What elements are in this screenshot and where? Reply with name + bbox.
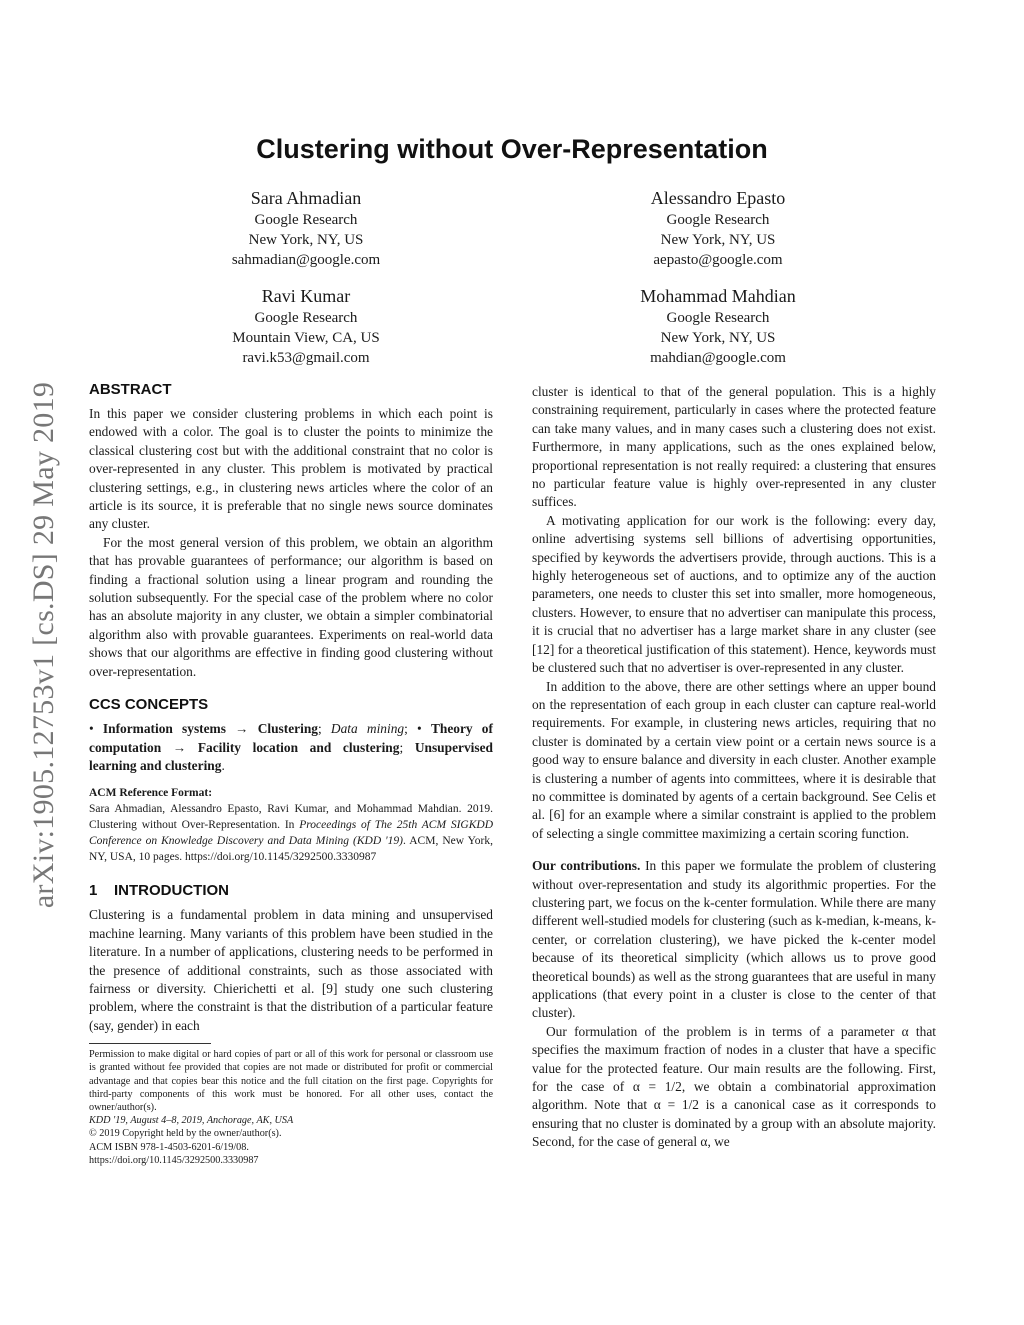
author-email[interactable]: mahdian@google.com	[650, 350, 786, 366]
intro-paragraph: Clustering is a fundamental problem in data mining and unsupervised machine learning. Many variants of this problem have been studied in the literature. In a number of applications, clustering needs to be performed in the presence of additional constraints, such as those associated with fairness or diversity. Chierichetti et al. [9] study one such clustering problem, where the constraint is that the distribution of a particular feature (say, gender) in each	[89, 907, 493, 1033]
ccs-concept: Theory of computation → Facility location and clustering	[89, 721, 493, 755]
intro-heading: 1 INTRODUCTION	[89, 882, 230, 900]
arxiv-stamp: arXiv:1905.12753v1 [cs.DS] 29 May 2019	[27, 381, 61, 909]
author-name: Sara Ahmadian	[250, 188, 362, 208]
body-paragraph: Our formulation of the problem is in terms of a parameter α that specifies the maximum fraction of nodes in a cluster that have a specific value for the protected feature. Our main results are the following. First, for the case of α = 1/2, we obtain a combinatorial approximation algorithm. Note that α = 1/2 is a canonical case as it corresponds to ensuring that no cluster is dominated by a group with an absolute majority. Second, for the case of general α, we	[532, 1023, 936, 1150]
author-location: Mountain View, CA, US	[232, 330, 380, 346]
author-block	[568, 186, 868, 270]
isbn: ACM ISBN 978-1-4503-6201-6/19/08.	[89, 1141, 249, 1153]
author-affiliation: Google Research	[254, 212, 358, 228]
author-affiliation: Google Research	[666, 310, 770, 326]
author-email[interactable]: ravi.k53@gmail.com	[242, 350, 370, 366]
contributions-paragraph	[532, 857, 936, 1023]
ccs-sep: ;	[404, 721, 408, 737]
arxiv-stamp-box	[22, 345, 66, 945]
author-block	[568, 284, 868, 368]
ccs-bullet: •	[417, 721, 422, 737]
contributions-text: In this paper we formulate the problem of clustering without over-representation and study its algorithmic properties. For the clustering part, we focus on the k-center formulation. While there are many different well-studied models for clustering (such as k-median, k-means, k-center, or correlation clustering), we have picked the k-center model because of its theoretical simplicity (which allows us to prove good theoretical bounds) as well as the strong guarantees that are useful in many applications (that every point in a cluster is close to the center of that cluster).	[532, 858, 936, 1021]
ccs-concept: Information systems → Clustering	[102, 721, 318, 737]
permission-notice: Permission to make digital or hard copies of part or all of this work for personal or classroom use is granted without fee provided that copies are not made or distributed for profit or commercial advantage and that copies bear this notice and the full citation on the first page. Copyrights for third-party components of this work must be honored. For all other uses, contact the owner/author(s).	[89, 1049, 493, 1113]
copyright: © 2019 Copyright held by the owner/author(s).	[89, 1128, 282, 1140]
author-location: New York, NY, US	[660, 330, 776, 346]
abstract-paragraph: For the most general version of this problem, we obtain an algorithm that has provable guarantees of performance; our algorithm is based on finding a fractional solution using a linear program and rounding the solution subsequently. For the special case of the problem where no color has an absolute majority in any cluster, we obtain a simpler combinatorial algorithm also with provable guarantees. Experiments on real-world data shows that our algorithms are effective in finding good clustering without over-representation.	[89, 534, 493, 679]
doi-link[interactable]: https://doi.org/10.1145/3292500.3330987	[89, 1154, 259, 1166]
author-block	[156, 186, 456, 270]
author-name: Alessandro Epasto	[650, 188, 786, 208]
body-paragraph: In addition to the above, there are other settings where an upper bound on the representation of each group in each cluster can capture real-world requirements. For example, in clustering news articles, requiring that no cluster is dominated by a certain view point or a certain news source is a good way to ensure balance and diversity in each cluster. Another example is clustering a number of agents into committees, where it is desirable that no committee is dominated by agents of a certain background. See Celis et al. [6] for an example where a similar constraint is applied to the problem of selecting a single committee maximizing a certain scoring function.	[532, 678, 936, 841]
author-location: New York, NY, US	[248, 232, 364, 248]
left-column	[89, 380, 493, 1167]
author-email[interactable]: aepasto@google.com	[653, 252, 783, 268]
abstract-heading: ABSTRACT	[89, 381, 172, 398]
author-email[interactable]: sahmadian@google.com	[231, 252, 381, 268]
body-paragraph: cluster is identical to that of the general population. This is a highly constraining requirement, particularly in cases where the protected feature can take many values, and in many cases such a clustering does not exist. Furthermore, in many applications, such as the ones explained below, proportional representation is not really required: a clustering that ensures no particular feature value is highly over-represented in any cluster suffices.	[532, 384, 936, 510]
acm-reference-venue: Proceedings of The 25th ACM SIGKDD Conference on Knowledge Discovery and Data Mining (KDD '19)	[89, 819, 493, 848]
author-name: Mohammad Mahdian	[640, 286, 796, 306]
author-affiliation: Google Research	[666, 212, 770, 228]
ccs-concept: Unsupervised learning and clustering	[89, 739, 493, 773]
author-name: Ravi Kumar	[261, 286, 351, 306]
ccs-sep: ;	[317, 721, 322, 737]
acm-reference-text: Sara Ahmadian, Alessandro Epasto, Ravi Kumar, and Mohammad Mahdian. 2019. Clustering without Over-Representation. In	[89, 803, 493, 832]
ccs-end: .	[221, 757, 225, 773]
acm-reference	[89, 801, 493, 865]
ccs-concept: Data mining	[330, 721, 405, 737]
author-block	[156, 284, 456, 368]
author-location: New York, NY, US	[660, 232, 776, 248]
right-column	[532, 383, 936, 1152]
footnote-block	[89, 1043, 493, 1167]
author-affiliation: Google Research	[254, 310, 358, 326]
acm-reference-heading: ACM Reference Format:	[89, 787, 213, 800]
ccs-heading: CCS CONCEPTS	[89, 696, 209, 714]
contributions-lead: Our contributions.	[532, 858, 641, 874]
body-paragraph: A motivating application for our work is the following: every day, online advertising systems sell billions of advertising opportunities, specified by keywords the advertisers provide, through auctions. This is a highly heterogeneous set of auctions, and to optimize any of the auction parameters, one needs to cluster this set into smaller, more homogeneous, clusters. However, to ensure that no advertiser can manipulate this process, it is crucial that no advertiser has a large market share in any cluster (see [12] for a theoretical justification of this statement). Hence, keywords must be clustered such that no advertiser is over-represented in any cluster.	[532, 512, 936, 676]
footnote-rule	[89, 1043, 211, 1044]
ccs-bullet: •	[89, 721, 94, 737]
abstract-paragraph: In this paper we consider clustering problems in which each point is endowed with a color. The goal is to cluster the points to minimize the classical clustering cost but with the additional constraint that no color is over-represented in any cluster. This problem is motivated by practical clustering settings, e.g., in clustering news articles where the color of an article is its source, it is preferable that no single news source dominates any cluster.	[89, 406, 493, 532]
paper-title: Clustering without Over-Representation	[256, 134, 768, 164]
ccs-sep: ;	[399, 739, 404, 755]
conference-info: KDD '19, August 4–8, 2019, Anchorage, AK, USA	[89, 1115, 294, 1127]
acm-reference-text: . ACM, New York, NY, USA, 10 pages. https://doi.org/10.1145/3292500.3330987	[89, 835, 494, 864]
ccs-concepts	[89, 720, 493, 775]
